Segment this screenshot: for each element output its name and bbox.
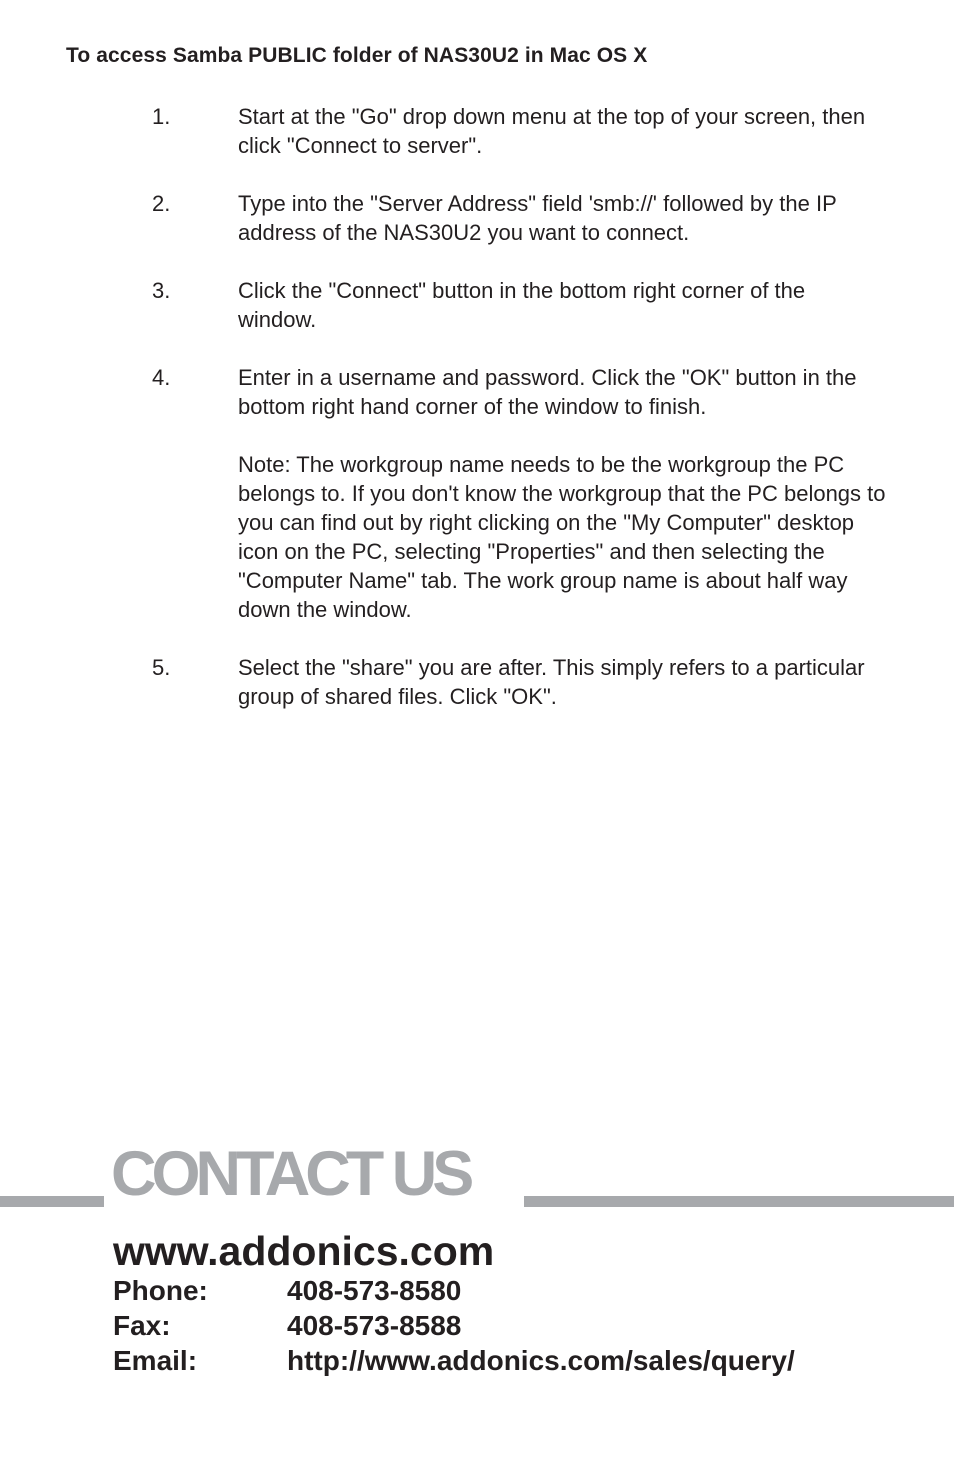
step-text: Type into the "Server Address" field 'smb://' followed by the IP address of the NAS30U2 you want to connect. [238, 191, 837, 245]
step-body [238, 653, 888, 711]
phone-row [113, 1274, 461, 1308]
email-link[interactable]: http://www.addonics.com/sales/query/ [287, 1345, 795, 1376]
step-2 [0, 189, 954, 247]
step-text: Enter in a username and password. Click the "OK" button in the bottom right hand corner of the window to finish. [238, 365, 857, 419]
step-body [238, 102, 888, 160]
step-5 [0, 653, 954, 711]
step-text: Start at the "Go" drop down menu at the top of your screen, then click "Connect to server". [238, 104, 866, 158]
step-number: 1. [152, 104, 171, 129]
step-body [238, 276, 888, 334]
phone-label: Phone: [113, 1275, 208, 1306]
step-1 [0, 102, 954, 160]
contact-title: CONTACT US [111, 1139, 470, 1209]
step-body [238, 189, 888, 247]
email-row [113, 1344, 795, 1378]
email-label: Email: [113, 1345, 198, 1376]
phone-number: 408-573-8580 [287, 1275, 462, 1306]
step-4 [0, 363, 954, 624]
workgroup-note: Note: The workgroup name needs to be the workgroup the PC belongs to. If you don't know the workgroup that the PC belongs to you can find out by right clicking on the "My Computer" desktop icon on the PC, selecting "Properties" and then selecting the "Computer Name" tab. The work group name is about half way down the window. [238, 452, 886, 622]
fax-row [113, 1309, 461, 1343]
step-text: Select the "share" you are after. This simply refers to a particular group of shared files. Click "OK". [238, 655, 865, 709]
step-text: Click the "Connect" button in the bottom right corner of the window. [238, 278, 806, 332]
step-3 [0, 276, 954, 334]
step-body [238, 363, 888, 624]
step-number: 3. [152, 278, 171, 303]
step-number: 5. [152, 655, 171, 680]
instruction-steps [0, 102, 954, 740]
fax-label: Fax: [113, 1310, 171, 1341]
step-number: 4. [152, 365, 171, 390]
website-link[interactable]: www.addonics.com [113, 1228, 495, 1274]
fax-number: 408-573-8588 [287, 1310, 462, 1341]
step-number: 2. [152, 191, 171, 216]
page-heading: To access Samba PUBLIC folder of NAS30U2 in Mac OS X [66, 44, 648, 67]
